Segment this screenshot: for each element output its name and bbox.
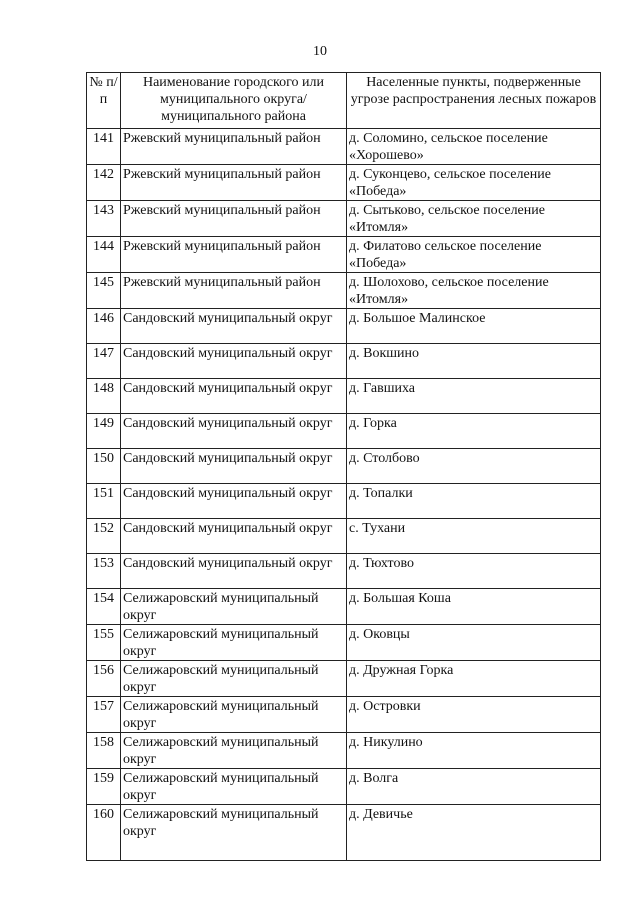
row-settlement: д. Горка xyxy=(347,414,601,449)
row-district: Селижаровский муниципальный округ xyxy=(121,805,347,861)
row-settlement: д. Оковцы xyxy=(347,625,601,661)
table-row xyxy=(87,449,601,484)
row-num: 160 xyxy=(87,805,121,861)
row-settlement: д. Девичье xyxy=(347,805,601,861)
table-row xyxy=(87,484,601,519)
row-settlement: д. Топалки xyxy=(347,484,601,519)
row-district: Сандовский муниципальный округ xyxy=(121,344,347,379)
row-district: Ржевский муниципальный район xyxy=(121,273,347,309)
row-num: 144 xyxy=(87,237,121,273)
row-district: Селижаровский муниципальный округ xyxy=(121,589,347,625)
row-settlement: д. Волга xyxy=(347,769,601,805)
row-num: 158 xyxy=(87,733,121,769)
row-num: 156 xyxy=(87,661,121,697)
row-num: 148 xyxy=(87,379,121,414)
row-num: 153 xyxy=(87,554,121,589)
row-district: Селижаровский муниципальный округ xyxy=(121,769,347,805)
row-num: 159 xyxy=(87,769,121,805)
table-row xyxy=(87,805,601,861)
row-settlement: д. Суконцево, сельское поселение «Победа» xyxy=(347,165,601,201)
row-district: Ржевский муниципальный район xyxy=(121,165,347,201)
table-row xyxy=(87,344,601,379)
row-settlement: д. Шолохово, сельское поселение «Итомля» xyxy=(347,273,601,309)
row-settlement: д. Тюхтово xyxy=(347,554,601,589)
row-num: 142 xyxy=(87,165,121,201)
row-district: Селижаровский муниципальный округ xyxy=(121,625,347,661)
table-row xyxy=(87,237,601,273)
row-district: Селижаровский муниципальный округ xyxy=(121,661,347,697)
table-row xyxy=(87,519,601,554)
table-row xyxy=(87,165,601,201)
table-row xyxy=(87,554,601,589)
row-settlement: д. Столбово xyxy=(347,449,601,484)
table-row xyxy=(87,309,601,344)
table-row xyxy=(87,379,601,414)
row-district: Селижаровский муниципальный округ xyxy=(121,697,347,733)
row-num: 147 xyxy=(87,344,121,379)
table-row xyxy=(87,201,601,237)
row-num: 141 xyxy=(87,129,121,165)
row-district: Ржевский муниципальный район xyxy=(121,237,347,273)
row-district: Сандовский муниципальный округ xyxy=(121,449,347,484)
table-row xyxy=(87,129,601,165)
table-row xyxy=(87,661,601,697)
row-num: 145 xyxy=(87,273,121,309)
row-num: 149 xyxy=(87,414,121,449)
settlements-table xyxy=(86,72,601,861)
row-district: Ржевский муниципальный район xyxy=(121,129,347,165)
row-settlement: д. Никулино xyxy=(347,733,601,769)
row-district: Сандовский муниципальный округ xyxy=(121,519,347,554)
row-settlement: д. Вокшино xyxy=(347,344,601,379)
row-settlement: д. Сытьково, сельское поселение «Итомля» xyxy=(347,201,601,237)
row-district: Сандовский муниципальный округ xyxy=(121,414,347,449)
table-header-row xyxy=(87,73,601,129)
header-settlements: Населенные пункты, подверженные угрозе распространения лесных пожаров xyxy=(347,73,601,129)
row-num: 146 xyxy=(87,309,121,344)
row-num: 143 xyxy=(87,201,121,237)
row-settlement: д. Филатово сельское поселение «Победа» xyxy=(347,237,601,273)
row-num: 152 xyxy=(87,519,121,554)
row-district: Сандовский муниципальный округ xyxy=(121,554,347,589)
row-num: 155 xyxy=(87,625,121,661)
row-settlement: д. Дружная Горка xyxy=(347,661,601,697)
header-num: № п/п xyxy=(87,73,121,129)
table-row xyxy=(87,769,601,805)
row-district: Селижаровский муниципальный округ xyxy=(121,733,347,769)
row-settlement: д. Гавшиха xyxy=(347,379,601,414)
row-settlement: д. Соломино, сельское поселение «Хорошево» xyxy=(347,129,601,165)
row-settlement: с. Тухани xyxy=(347,519,601,554)
table-row xyxy=(87,414,601,449)
row-district: Сандовский муниципальный округ xyxy=(121,379,347,414)
table-row xyxy=(87,589,601,625)
row-num: 157 xyxy=(87,697,121,733)
table-row xyxy=(87,273,601,309)
row-settlement: д. Островки xyxy=(347,697,601,733)
header-district: Наименование городского или муниципального округа/муниципального района xyxy=(121,73,347,129)
table-row xyxy=(87,625,601,661)
row-district: Сандовский муниципальный округ xyxy=(121,484,347,519)
row-settlement: д. Большое Малинское xyxy=(347,309,601,344)
row-settlement: д. Большая Коша xyxy=(347,589,601,625)
page-number: 10 xyxy=(313,44,327,59)
row-district: Сандовский муниципальный округ xyxy=(121,309,347,344)
table-row xyxy=(87,697,601,733)
row-num: 150 xyxy=(87,449,121,484)
row-num: 151 xyxy=(87,484,121,519)
row-num: 154 xyxy=(87,589,121,625)
row-district: Ржевский муниципальный район xyxy=(121,201,347,237)
table-row xyxy=(87,733,601,769)
